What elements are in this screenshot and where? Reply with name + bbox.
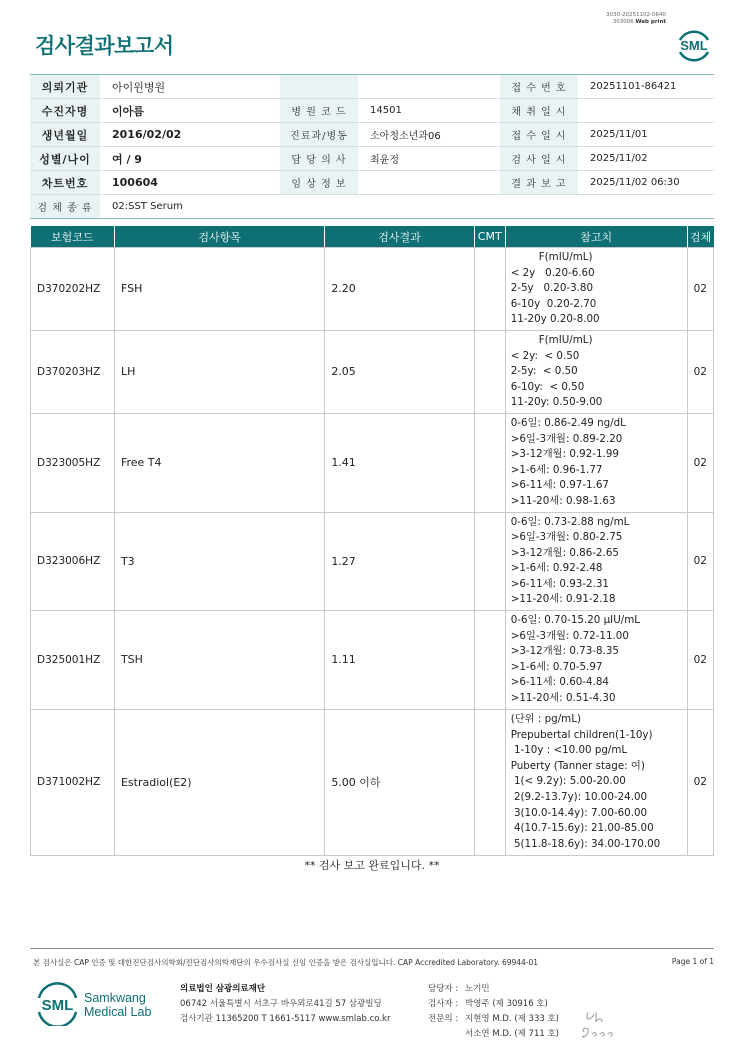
reference-line: F(mIU/mL): [538, 333, 593, 346]
reference-line: >11-20세: 0.98-1.63: [510, 494, 616, 507]
reference-line: 6-10y: < 0.50: [510, 380, 585, 393]
page-number: Page 1 of 1: [671, 957, 714, 966]
reference-line: 0-6일: 0.86-2.49 ng/dL: [510, 416, 626, 429]
staff-list: [428, 982, 559, 1042]
patient-info-row: [30, 123, 714, 147]
test-item: LH: [114, 330, 324, 413]
info-value: [578, 99, 714, 123]
reference-range: [505, 512, 687, 611]
test-result: 5.00 이하: [325, 709, 474, 855]
reference-line: F(mIU/mL): [538, 251, 593, 263]
info-key: 의뢰기관: [30, 75, 100, 99]
result-row: [31, 709, 714, 855]
patient-info-row: [30, 75, 714, 99]
info-key: 결 과 보 고: [500, 171, 578, 195]
info-value: 여 / 9: [100, 147, 280, 171]
test-item: TSH: [114, 611, 324, 710]
reference-line: Puberty (Tanner stage: 여): [510, 759, 645, 772]
reference-line: 0-6일: 0.73-2.88 ng/mL: [510, 515, 630, 528]
completion-message: ** 검사 보고 완료입니다. **: [304, 859, 440, 872]
reference-line: 1(< 9.2y): 5.00-20.00: [510, 775, 626, 788]
info-value: 2025/11/02: [578, 147, 714, 171]
test-result: 1.41: [325, 413, 474, 512]
print-code-line1: 3030-20251102-0640: [606, 12, 666, 18]
staff-value: 노기민: [465, 984, 490, 994]
reference-line: 2-5y: < 0.50: [510, 365, 578, 378]
test-result: 2.05: [325, 330, 474, 413]
reference-line: < 2y: < 0.50: [510, 349, 580, 362]
staff-row: [428, 982, 559, 997]
test-item: T3: [114, 512, 324, 611]
org-name: 의료법인 삼광의료재단: [180, 984, 266, 994]
info-key: 성별/나이: [30, 147, 100, 171]
info-value: 100604: [100, 171, 280, 195]
info-value: 소아청소년과06: [358, 123, 500, 147]
info-key: 채 취 일 시: [500, 99, 578, 123]
specimen-code: 02: [687, 330, 713, 413]
reference-line: >6일-3개월: 0.89-2.20: [510, 432, 623, 445]
info-key: 담 당 의 사: [280, 147, 358, 171]
reference-line: 0-6일: 0.70-15.20 µIU/mL: [510, 614, 640, 627]
staff-row: [428, 997, 559, 1012]
reference-line: >6일-3개월: 0.80-2.75: [510, 531, 623, 544]
staff-label: 담당자 :: [428, 984, 459, 994]
comment-cell: [474, 330, 505, 413]
reference-line: 6-10y 0.20-2.70: [510, 297, 597, 310]
results-header-cell: 참고치: [505, 226, 687, 248]
reference-line: >3-12개월: 0.86-2.65: [510, 546, 619, 559]
staff-label: 전문의 :: [428, 1014, 459, 1024]
specimen-code: 02: [687, 611, 713, 710]
svg-text:Medical Lab: Medical Lab: [84, 1005, 152, 1019]
reference-line: 4(10.7-15.6y): 21.00-85.00: [510, 822, 654, 835]
staff-row: [428, 1027, 559, 1042]
test-result: 1.11: [325, 611, 474, 710]
specimen-value: 02:SST Serum: [100, 195, 714, 219]
reference-range: [505, 413, 687, 512]
reference-line: >11-20세: 0.51-4.30: [510, 692, 616, 705]
info-key: 진료과/병동: [280, 123, 358, 147]
info-value: 20251101-86421: [578, 75, 714, 99]
svg-text:SML: SML: [680, 38, 708, 53]
reference-line: >6-11세: 0.60-4.84: [510, 676, 609, 689]
print-code: [606, 12, 666, 26]
reference-line: (단위 : pg/mL): [510, 712, 581, 725]
results-header-cell: 검사결과: [325, 226, 474, 248]
specimen-label: 검 체 종 류: [30, 195, 100, 219]
info-key: 접 수 일 시: [500, 123, 578, 147]
info-value: 아이윈병원: [100, 75, 280, 99]
result-row: [31, 413, 714, 512]
footer-divider: [30, 948, 714, 949]
staff-value: 박영주 (제 30916 호): [465, 999, 548, 1009]
info-value: [358, 75, 500, 99]
reference-range: [505, 248, 687, 331]
insurance-code: D323006HZ: [31, 512, 115, 611]
report-title: 검사결과보고서: [35, 34, 174, 58]
insurance-code: D370202HZ: [31, 248, 115, 331]
result-row: [31, 248, 714, 331]
reference-line: 11-20y 0.20-8.00: [510, 313, 600, 326]
reference-line: 1-10y : <10.00 pg/mL: [510, 744, 628, 757]
reference-range: [505, 611, 687, 710]
info-value: 2025/11/02 06:30: [578, 171, 714, 195]
staff-label: 검사자 :: [428, 999, 459, 1009]
reference-line: 2-5y 0.20-3.80: [510, 282, 594, 295]
reference-line: >6-11세: 0.93-2.31: [510, 577, 609, 590]
info-key: 접 수 번 호: [500, 75, 578, 99]
staff-row: [428, 1012, 559, 1027]
reference-line: >1-6세: 0.92-2.48: [510, 562, 603, 575]
comment-cell: [474, 413, 505, 512]
reference-line: >6일-3개월: 0.72-11.00: [510, 629, 629, 642]
patient-info-row: [30, 171, 714, 195]
test-item: Estradiol(E2): [114, 709, 324, 855]
results-table: [30, 226, 714, 856]
svg-text:SML: SML: [41, 997, 74, 1014]
test-item: Free T4: [114, 413, 324, 512]
specimen-code: 02: [687, 248, 713, 331]
result-row: [31, 611, 714, 710]
staff-value: 서소연 M.D. (제 711 호): [465, 1029, 560, 1039]
comment-cell: [474, 709, 505, 855]
svg-text:Samkwang: Samkwang: [84, 991, 146, 1005]
info-key: 임 상 정 보: [280, 171, 358, 195]
reference-line: < 2y 0.20-6.60: [510, 266, 595, 279]
info-value: [358, 171, 500, 195]
info-key: 병 원 코 드: [280, 99, 358, 123]
info-key: 차트번호: [30, 171, 100, 195]
comment-cell: [474, 512, 505, 611]
reference-line: >11-20세: 0.91-2.18: [510, 593, 616, 606]
test-result: 2.20: [325, 248, 474, 331]
reference-line: >6-11세: 0.97-1.67: [510, 479, 609, 492]
result-row: [31, 512, 714, 611]
results-header-cell: CMT: [474, 226, 505, 248]
insurance-code: D323005HZ: [31, 413, 115, 512]
reference-line: >3-12개월: 0.73-8.35: [510, 645, 619, 658]
organization-info: [180, 982, 390, 1027]
result-row: [31, 330, 714, 413]
results-header-cell: 검체: [687, 226, 713, 248]
specimen-row: [30, 195, 714, 219]
insurance-code: D325001HZ: [31, 611, 115, 710]
specimen-code: 02: [687, 413, 713, 512]
print-code-line2: 303006 Web print: [612, 19, 666, 25]
specimen-code: 02: [687, 512, 713, 611]
reference-range: [505, 709, 687, 855]
patient-info-row: [30, 147, 714, 171]
org-contact: 검사기관 11365200 T 1661-5117 www.smlab.co.kr: [180, 1014, 391, 1024]
results-header-cell: 보험코드: [31, 226, 115, 248]
reference-line: 2(9.2-13.7y): 10.00-24.00: [510, 790, 648, 803]
info-key: 수진자명: [30, 99, 100, 123]
signature-mark: [580, 1008, 620, 1045]
info-value: 2016/02/02: [100, 123, 280, 147]
info-value: 14501: [358, 99, 500, 123]
reference-line: Prepubertal children(1-10y): [510, 728, 653, 741]
staff-value: 지현영 M.D. (제 333 호): [465, 1014, 560, 1024]
reference-line: >1-6세: 0.70-5.97: [510, 660, 603, 673]
info-value: 최윤정: [358, 147, 500, 171]
reference-line: 3(10.0-14.4y): 7.00-60.00: [510, 806, 648, 819]
reference-line: 11-20y: 0.50-9.00: [510, 396, 603, 409]
signature-icon: [580, 1008, 620, 1042]
comment-cell: [474, 248, 505, 331]
specimen-code: 02: [687, 709, 713, 855]
results-header-cell: 검사항목: [114, 226, 324, 248]
info-key: [280, 75, 358, 99]
reference-line: 5(11.8-18.6y): 34.00-170.00: [510, 837, 661, 850]
comment-cell: [474, 611, 505, 710]
patient-info-row: [30, 99, 714, 123]
patient-info-table: [30, 74, 714, 219]
insurance-code: D371002HZ: [31, 709, 115, 855]
reference-range: [505, 330, 687, 413]
test-result: 1.27: [325, 512, 474, 611]
insurance-code: D370203HZ: [31, 330, 115, 413]
info-value: 2025/11/01: [578, 123, 714, 147]
info-value: 이아름: [100, 99, 280, 123]
reference-line: >1-6세: 0.96-1.77: [510, 463, 603, 476]
reference-line: >3-12개월: 0.92-1.99: [510, 448, 619, 461]
certification-note: 본 검사실은 CAP 인증 및 대한진단검사의학회/진단검사의학재단의 우수검사실 신임 인증을 받은 검사실입니다. CAP Accredited Laboratory. 69944-01: [33, 958, 539, 967]
test-item: FSH: [114, 248, 324, 331]
info-key: 생년월일: [30, 123, 100, 147]
samkwang-logo-icon: [36, 982, 156, 1026]
sml-logo-icon: [675, 26, 713, 64]
org-address: 06742 서울특별시 서초구 바우뫼로41길 57 삼광빌딩: [180, 999, 382, 1009]
info-key: 검 사 일 시: [500, 147, 578, 171]
